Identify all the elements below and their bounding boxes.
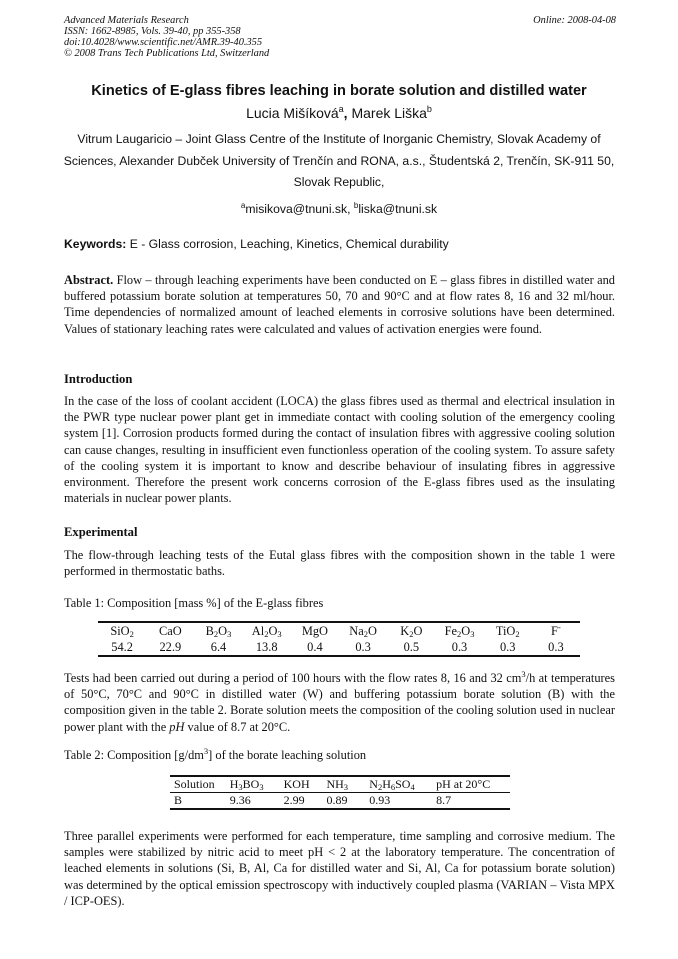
section-heading: Introduction (64, 372, 133, 386)
keywords-text: E - Glass corrosion, Leaching, Kinetics, Chemical durability (126, 237, 449, 251)
table-cell: 0.3 (548, 640, 564, 654)
table-header-cell: $K_2O$ (400, 624, 423, 639)
table-caption: Table 1: Composition [mass %] of the E-glass fibres (64, 596, 324, 610)
table-header-cell: SiO$_2$ (110, 624, 134, 639)
copyright-line: © 2008 Trans Tech Publications Ltd, Switzerland (64, 48, 270, 59)
author-separator: , (343, 105, 352, 121)
table-header-cell: TiO$_2$ (495, 624, 520, 639)
table-header-cell: Solution (174, 777, 215, 791)
table-header-cell: MgO (301, 624, 328, 638)
author-name: Marek Liška (351, 105, 427, 121)
table-cell: 22.9 (159, 640, 182, 654)
author-marker: b (426, 104, 432, 114)
table-cell: 9.36 (229, 793, 251, 807)
table-header-cell: pH at 20°C (436, 777, 491, 791)
table-rule (170, 808, 510, 810)
abstract (64, 272, 615, 337)
section-heading: Experimental (64, 525, 138, 539)
introduction-text: In the case of the loss of coolant accident (LOCA) the glass fibres used as thermal and electrical insulation in the PWR type nuclear power plant get in immediate contact with cooling solution of the emergency cooling system [1]. Corrosion products formed during the contact of insulation fibres with aggressive cooling solution can cause changes, resulting in insufficient even functionless operation of the cooling system. To assure safety of the cooling system it is important to know and describe behaviour of insulating fibres in aggressive environment. Therefore the present work concerns corrosion of the E-glass fibres used as the insulating materials in nuclear power plants. (64, 394, 615, 506)
table-caption: Table 2: Composition $[g/dm^3]$ of the borate leaching solution (64, 746, 367, 762)
table-cell: 54.2 (111, 640, 133, 654)
table-cell: 0.3 (499, 640, 516, 654)
author-name: Lucia Mišíková (246, 105, 339, 121)
author-list (40, 104, 638, 122)
abstract-text: Flow – through leaching experiments have been conducted on E – glass fibres in distilled water and buffered potassium borate solution at temperatures 50, 70 and 90°C and at flow rates 8, 16 and 32 ml/hour. Time dependencies of normalized amount of leached elements in corrosive solutions have been determined. Values of stationary leaching rates were calculated and values of activation energies were found. (64, 273, 615, 336)
email-link[interactable]: misikova@tnuni.sk, (245, 202, 354, 216)
journal-name: Advanced Materials Research (64, 15, 189, 26)
table-cell: 0.4 (307, 640, 323, 654)
composition-table (98, 621, 580, 657)
table-header-cell: $Al_2O_3$ (251, 624, 282, 639)
doi-line: doi:10.4028/www.scientific.net/AMR.39-40.355 (64, 37, 263, 48)
email-link[interactable]: liska@tnuni.sk (358, 202, 438, 216)
table-header-cell: CaO (158, 624, 182, 638)
email-marker: a (240, 201, 246, 210)
table-header-row (98, 623, 580, 639)
paper-title: Kinetics of E-glass fibres leaching in borate solution and distilled water (91, 83, 587, 99)
table-header-cell: $N_2H_6SO_4$ (369, 777, 415, 792)
publication-meta (64, 15, 616, 59)
table-cell: 0.3 (355, 640, 371, 654)
table-cell: 2.99 (283, 793, 305, 807)
table-cell: 0.3 (451, 640, 468, 654)
table-header-cell: F- (551, 622, 561, 638)
borate-solution-table (170, 775, 510, 810)
abstract-label: Abstract. (64, 273, 114, 287)
keywords-label: Keywords: (64, 237, 127, 251)
table-header-cell: $NH_3$ (326, 777, 349, 792)
experimental-paragraph: The flow-through leaching tests of the Eutal glass fibres with the composition shown in the table 1 were performed in thermostatic baths. (64, 548, 615, 579)
table-header-cell: $Fe_2O_3$ (444, 624, 475, 639)
table-header-cell: $H_3BO_3$ (229, 777, 264, 792)
table-header-row (170, 777, 510, 792)
table-cell: 0.93 (369, 793, 391, 807)
table-header-cell: KOH (283, 777, 310, 791)
table-cell: 0.5 (403, 640, 420, 654)
table-header-cell: $B_2O_3$ (205, 624, 232, 639)
table-rule (98, 655, 580, 657)
keywords (64, 237, 624, 252)
author-emails (40, 202, 638, 217)
online-date: Online: 2008-04-08 (533, 15, 616, 26)
issn-line: ISSN: 1662-8985, Vols. 39-40, pp 355-358 (64, 26, 241, 37)
author-marker: a (338, 104, 344, 114)
table-cell: 13.8 (255, 640, 278, 654)
email-marker: b (353, 201, 359, 210)
table-cell: 0.89 (326, 793, 348, 807)
experimental-paragraph: Three parallel experiments were performed for each temperature, time sampling and corrosive medium. The samples were stabilized by nitric acid to meet pH < 2 at the laboratory temperature. The concentration of leached elements in solutions (Si, B, Al, Ca for distilled water and Si, Al, Ca for potassium borate solution) was determined by the optical emission spectroscopy with inductively coupled plasma (VARIAN – Vista MPX / ICP-OES). (64, 829, 615, 908)
affiliation: Vitrum Laugaricio – Joint Glass Centre of the Institute of Inorganic Chemistry, Slovak Academy of Sciences, Alexander Dubček University of Trenčín and RONA, a.s., Študentská 2, Trenčín, SK-911 50, Slovak Republic, (63, 132, 615, 189)
table-row (98, 639, 580, 655)
table-cell: 6.4 (210, 640, 227, 654)
table-row (170, 793, 510, 808)
table-cell: 8.7 (436, 793, 452, 807)
table-cell: B (174, 793, 183, 807)
experimental-paragraph: Tests had been carried out during a period of 100 hours with the flow rates 8, 16 and 32 $cm^3/h$ at temperatures of 50°C, 70°C and 90°C in distilled water (W) and buffering potassium borate solution (B) with the composition given in the table 2. Borate solution meets the composition of the cooling solution used in nuclear power plant with the pH value of 8.7 at 20°C. (64, 669, 615, 734)
table-header-cell: $Na_2O$ (349, 624, 377, 639)
